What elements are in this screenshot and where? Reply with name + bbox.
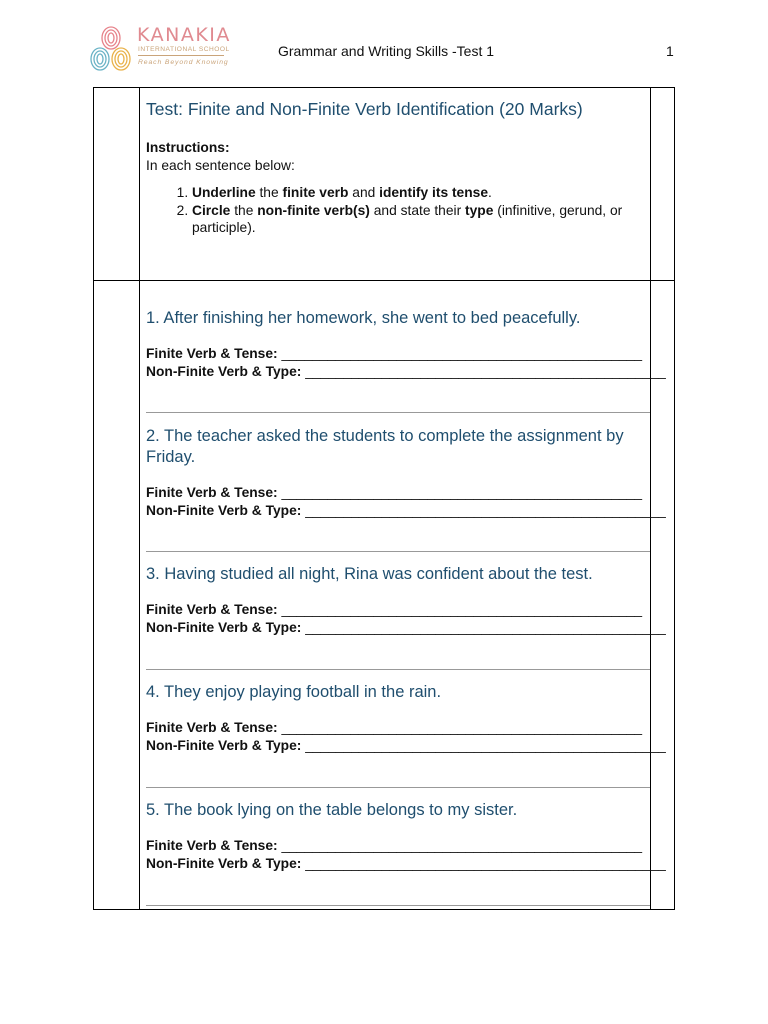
table-column-divider-right (650, 88, 651, 909)
instructions-label: Instructions: (146, 140, 230, 155)
table-row-divider (94, 280, 674, 281)
finite-verb-answer-line[interactable]: Finite Verb & Tense: _______________________________________________ (146, 838, 643, 853)
finite-verb-answer-line[interactable]: Finite Verb & Tense: _______________________________________________ (146, 346, 643, 361)
school-logo (88, 24, 233, 74)
page-number: 1 (666, 43, 674, 59)
question-separator (146, 787, 650, 788)
non-finite-verb-answer-line[interactable]: Non-Finite Verb & Type: _______________________________________________ (146, 738, 666, 753)
logo-tagline: Reach Beyond Knowing (138, 59, 229, 66)
question-text: 3. Having studied all night, Rina was confident about the test. (146, 565, 593, 583)
logo-subtitle: INTERNATIONAL SCHOOL (138, 46, 230, 53)
question-separator (146, 551, 650, 552)
logo-name: KANAKIA (137, 24, 231, 46)
question-text: 4. They enjoy playing football in the rain. (146, 683, 442, 701)
non-finite-verb-answer-line[interactable]: Non-Finite Verb & Type: _______________________________________________ (146, 503, 666, 518)
question-separator (146, 669, 650, 670)
instructions-block (146, 139, 646, 237)
non-finite-verb-answer-line[interactable]: Non-Finite Verb & Type: _______________________________________________ (146, 856, 666, 871)
question-2 (146, 426, 666, 520)
finite-verb-answer-line[interactable]: Finite Verb & Tense: _______________________________________________ (146, 485, 643, 500)
table-column-divider-left (139, 88, 140, 909)
header-title: Grammar and Writing Skills -Test 1 (278, 43, 495, 59)
instructions-list (146, 184, 646, 237)
question-5 (146, 800, 666, 873)
question-text: 5. The book lying on the table belongs to my sister. (146, 801, 518, 819)
non-finite-verb-answer-line[interactable]: Non-Finite Verb & Type: _______________________________________________ (146, 620, 666, 635)
question-4 (146, 682, 666, 755)
question-separator (146, 905, 650, 906)
finite-verb-answer-line[interactable]: Finite Verb & Tense: _______________________________________________ (146, 602, 643, 617)
instruction-step-2: 2. Circle the non-finite verb(s) and state their type (infinitive, gerund, or participle). (192, 202, 646, 237)
shell-logo-icon (88, 24, 134, 74)
instructions-intro: In each sentence below: (146, 157, 295, 173)
logo-divider (138, 55, 224, 56)
instruction-step-1: 1. Underline the finite verb and identify its tense. (192, 184, 646, 202)
question-separator (146, 412, 650, 413)
question-text: 1. After finishing her homework, she went to bed peacefully. (146, 309, 581, 327)
question-text: 2. The teacher asked the students to complete the assignment by Friday. (146, 427, 624, 466)
test-title: Test: Finite and Non-Finite Verb Identification (20 Marks) (146, 99, 583, 119)
question-1 (146, 308, 666, 381)
question-3 (146, 564, 666, 637)
finite-verb-answer-line[interactable]: Finite Verb & Tense: _______________________________________________ (146, 720, 643, 735)
non-finite-verb-answer-line[interactable]: Non-Finite Verb & Type: _______________________________________________ (146, 364, 666, 379)
